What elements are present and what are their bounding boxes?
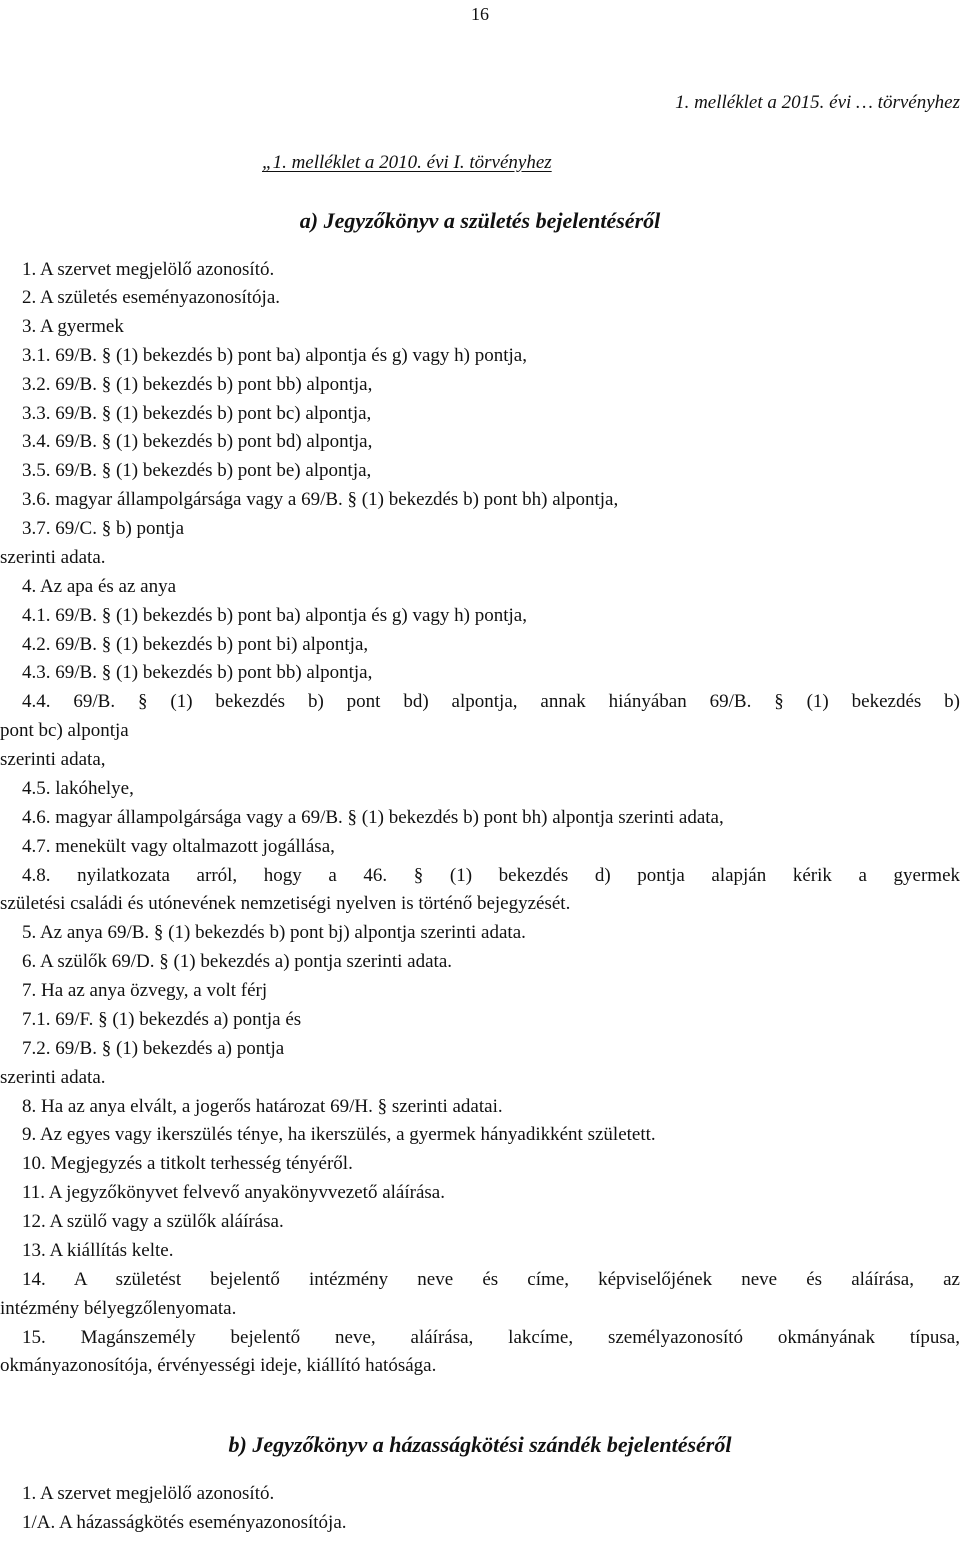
list-item: születési családi és utónevének nemzetiségi nyelven is történő bejegyzését. — [0, 893, 571, 914]
list-item: 7.2. 69/B. § (1) bekezdés a) pontja — [22, 1038, 285, 1059]
list-item: 1. A szervet megjelölő azonosító. — [22, 1483, 275, 1504]
section-b-title: b) Jegyzőkönyv a házasságkötési szándék bejelentéséről — [228, 1432, 732, 1457]
list-item: 12. A szülő vagy a szülők aláírása. — [22, 1211, 284, 1232]
list-item: 15. Magánszemély bejelentő neve, aláírása, lakcíme, személyazonosító okmányának típusa, — [22, 1327, 960, 1348]
list-item: 4.7. menekült vagy oltalmazott jogállása, — [22, 836, 335, 857]
list-item: 4.4. 69/B. § (1) bekezdés b) pont bd) alpontja, annak hiányában 69/B. § (1) bekezdés b) — [22, 691, 960, 712]
list-item: 4.5. lakóhelye, — [22, 778, 134, 799]
list-item: 7. Ha az anya özvegy, a volt férj — [22, 980, 268, 1001]
list-item: 9. Az egyes vagy ikerszülés ténye, ha ikerszülés, a gyermek hányadikként született. — [22, 1124, 656, 1145]
list-item: szerinti adata. — [0, 547, 106, 568]
list-item: 3.1. 69/B. § (1) bekezdés b) pont ba) alpontja és g) vagy h) pontja, — [22, 345, 527, 366]
list-item: 4.8. nyilatkozata arról, hogy a 46. § (1) bekezdés d) pontja alapján kérik a gyermek — [22, 865, 960, 886]
list-item: 4.2. 69/B. § (1) bekezdés b) pont bi) alpontja, — [22, 634, 369, 655]
list-item: 3.5. 69/B. § (1) bekezdés b) pont be) alpontja, — [22, 460, 372, 481]
list-item: 4.1. 69/B. § (1) bekezdés b) pont ba) alpontja és g) vagy h) pontja, — [22, 605, 527, 626]
list-item: 4.6. magyar állampolgársága vagy a 69/B. § (1) bekezdés b) pont bh) alpontja szerinti adata, — [22, 807, 724, 828]
annex-2015-heading: 1. melléklet a 2015. évi … törvényhez — [675, 92, 960, 113]
section-a-title: a) Jegyzőkönyv a születés bejelentéséről — [299, 208, 661, 233]
list-item: 4.3. 69/B. § (1) bekezdés b) pont bb) alpontja, — [22, 662, 373, 683]
list-item: 2. A születés eseményazonosítója. — [22, 287, 281, 308]
list-item: 3.2. 69/B. § (1) bekezdés b) pont bb) alpontja, — [22, 374, 373, 395]
list-item: 8. Ha az anya elvált, a jogerős határozat 69/H. § szerinti adatai. — [22, 1096, 503, 1117]
list-item: 1. A szervet megjelölő azonosító. — [22, 259, 275, 280]
list-item: 11. A jegyzőkönyvet felvevő anyakönyvvezető aláírása. — [22, 1182, 445, 1203]
list-item: 3.3. 69/B. § (1) bekezdés b) pont bc) alpontja, — [22, 403, 372, 424]
list-item: szerinti adata. — [0, 1067, 106, 1088]
list-item: szerinti adata, — [0, 749, 106, 770]
list-item: 14. A születést bejelentő intézmény neve és címe, képviselőjének neve és aláírása, az — [22, 1269, 960, 1290]
list-item: 10. Megjegyzés a titkolt terhesség tényéről. — [22, 1153, 353, 1174]
list-item: 3. A gyermek — [22, 316, 124, 337]
list-item: 7.1. 69/F. § (1) bekezdés a) pontja és — [22, 1009, 302, 1030]
list-item: 13. A kiállítás kelte. — [22, 1240, 174, 1261]
list-item: 3.4. 69/B. § (1) bekezdés b) pont bd) alpontja, — [22, 431, 373, 452]
list-item: 5. Az anya 69/B. § (1) bekezdés b) pont bj) alpontja szerinti adata. — [22, 922, 526, 943]
list-item: 6. A szülők 69/D. § (1) bekezdés a) pontja szerinti adata. — [22, 951, 453, 972]
list-item: 3.6. magyar állampolgársága vagy a 69/B. § (1) bekezdés b) pont bh) alpontja, — [22, 489, 619, 510]
list-item: okmányazonosítója, érvényességi ideje, kiállító hatósága. — [0, 1355, 437, 1376]
list-item: intézmény bélyegzőlenyomata. — [0, 1298, 237, 1319]
list-item: 4. Az apa és az anya — [22, 576, 177, 597]
list-item: 3.7. 69/C. § b) pontja — [22, 518, 185, 539]
page-number: 16 — [471, 4, 489, 24]
list-item: 1/A. A házasságkötés eseményazonosítója. — [22, 1512, 347, 1533]
list-item: pont bc) alpontja — [0, 720, 129, 741]
annex-2010-heading: „1. melléklet a 2010. évi I. törvényhez — [262, 152, 552, 173]
